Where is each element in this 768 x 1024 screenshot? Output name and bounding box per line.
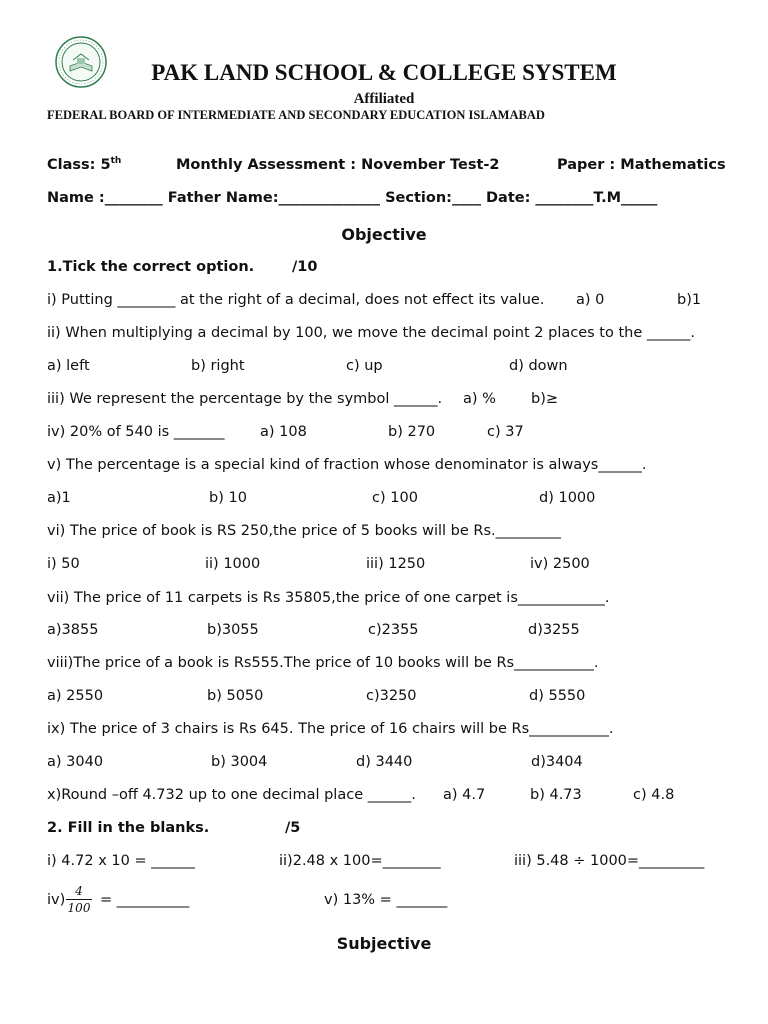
question-iv-option-a: a) 108 [260,424,307,440]
question-i-option-a: a) 0 [576,292,605,308]
question-ix-option-c: d) 3440 [356,754,413,770]
question-iii-option-a: a) % [463,391,496,407]
q2-title: 2. Fill in the blanks. [47,820,210,836]
objective-heading: Objective [341,225,427,244]
question-ix-option-a: a) 3040 [47,754,104,770]
question-vii-option-d: d)3255 [528,622,580,638]
question-viii: viii)The price of a book is Rs555.The price of 10 books will be Rs___________. [47,655,599,671]
question-v-option-c: c) 100 [372,490,418,506]
question-viii-option-b: b) 5050 [207,688,264,704]
question-vi-option-b: ii) 1000 [205,556,261,572]
question-i: i) Putting ________ at the right of a decimal, does not effect its value. [47,292,545,308]
question-ii-option-d: d) down [509,358,568,374]
question-vi-option-c: iii) 1250 [366,556,426,572]
question-iii: iii) We represent the percentage by the symbol ______. [47,391,443,407]
question-vii-option-b: b)3055 [207,622,259,638]
question-iv-option-c: c) 37 [487,424,524,440]
question-ix: ix) The price of 3 chairs is Rs 645. The price of 16 chairs will be Rs___________. [47,721,614,737]
assessment-label: Monthly Assessment : November Test-2 [176,157,500,173]
question-vi: vi) The price of book is RS 250,the price of 5 books will be Rs._________ [47,523,561,539]
question-x-option-b: b) 4.73 [530,787,582,803]
q1-title: 1.Tick the correct option. [47,259,255,275]
question-ix-option-b: b) 3004 [211,754,268,770]
question-vii-option-a: a)3855 [47,622,99,638]
question-v: v) The percentage is a special kind of fraction whose denominator is always______. [47,457,647,473]
fraction-denominator: 100 [67,901,91,915]
question-viii-option-a: a) 2550 [47,688,104,704]
question-i-option-b: b)1 [677,292,702,308]
fill-blank-iv: = __________ [100,892,190,908]
fraction-numerator: 4 [75,884,83,898]
fill-blank-ii: ii)2.48 x 100=________ [279,853,441,869]
fraction-bar [66,899,92,900]
question-x-option-c: c) 4.8 [633,787,675,803]
question-x-option-a: a) 4.7 [443,787,486,803]
question-ii-option-c: c) up [346,358,383,374]
fraction-4-over-100 [66,884,92,915]
question-v-option-d: d) 1000 [539,490,596,506]
class-label: Class: 5th [47,156,122,173]
subjective-heading: Subjective [336,934,432,953]
fill-blank-iii: iii) 5.48 ÷ 1000=_________ [514,853,705,869]
question-v-option-b: b) 10 [209,490,247,506]
question-ii-option-b: b) right [191,358,245,374]
question-ii: ii) When multiplying a decimal by 100, we move the decimal point 2 places to the ______. [47,325,695,341]
question-iv-option-b: b) 270 [388,424,436,440]
question-viii-option-c: c)3250 [366,688,417,704]
question-iii-option-b: b)≥ [531,391,559,407]
question-viii-option-d: d) 5550 [529,688,586,704]
fill-blank-iv-prefix: iv) [47,892,66,908]
question-vii-option-c: c)2355 [368,622,419,638]
question-iv: iv) 20% of 540 is _______ [47,424,225,440]
q2-marks: /5 [285,820,301,836]
fill-blank-v: v) 13% = _______ [324,892,448,908]
question-vi-option-d: iv) 2500 [530,556,590,572]
q1-marks: /10 [292,259,318,275]
student-fields: Name :________ Father Name:______________ Section:____ Date: ________T.M_____ [47,190,658,206]
affiliated-label: Affiliated [353,91,415,107]
question-ii-option-a: a) left [47,358,90,374]
question-v-option-a: a)1 [47,490,71,506]
school-name: PAK LAND SCHOOL & COLLEGE SYSTEM [151,60,617,85]
board-name: FEDERAL BOARD OF INTERMEDIATE AND SECONDARY EDUCATION ISLAMABAD [47,108,545,122]
question-vii: vii) The price of 11 carpets is Rs 35805,the price of one carpet is____________. [47,590,610,606]
question-x: x)Round –off 4.732 up to one decimal place ______. [47,787,416,803]
question-vi-option-a: i) 50 [47,556,80,572]
question-ix-option-d: d)3404 [531,754,583,770]
fill-blank-i: i) 4.72 x 10 = ______ [47,853,195,869]
paper-label: Paper : Mathematics [557,157,726,173]
